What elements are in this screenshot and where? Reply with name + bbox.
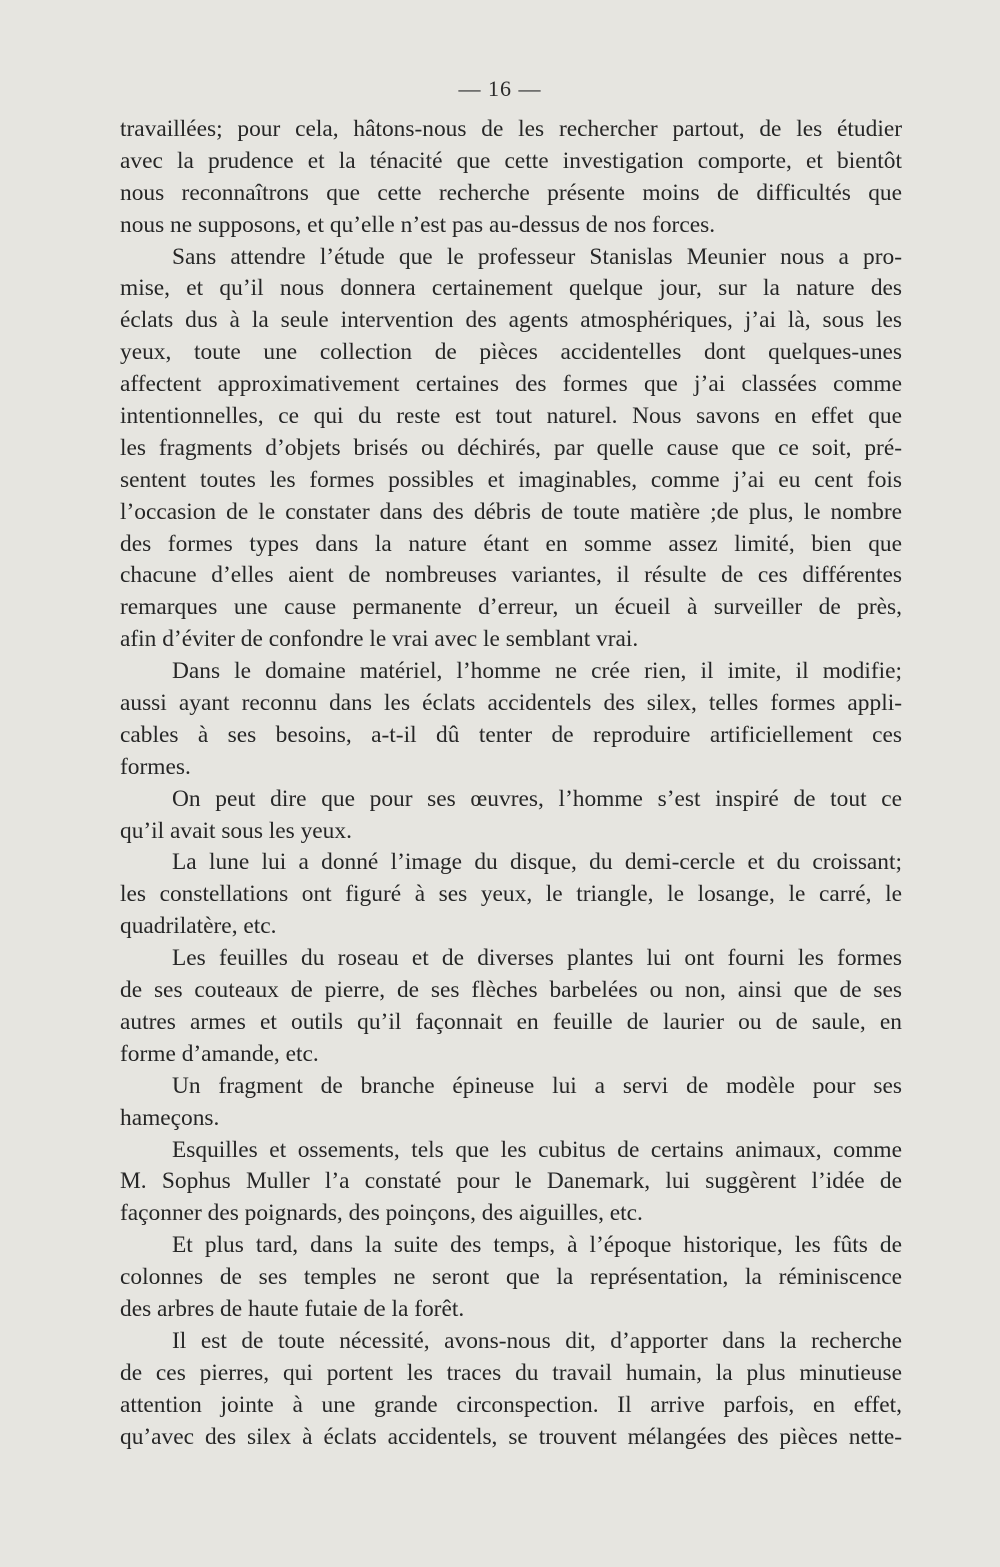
text-line: travaillées; pour cela, hâtons-nous de les rechercher partout, de les étudier: [120, 116, 902, 142]
text-line: Les feuilles du roseau et de diverses plantes lui ont fourni les formes: [172, 945, 902, 972]
text-line: La lune lui a donné l’image du disque, du demi-cercle et du croissant;: [172, 849, 902, 876]
text-line: éclats dus à la seule intervention des agents atmosphériques, j’ai là, sous les: [120, 307, 902, 334]
text-line: nous ne supposons, et qu’elle n’est pas au-dessus de nos forces.: [120, 211, 716, 238]
text-line: sentent toutes les formes possibles et imaginables, comme j’ai eu cent fois: [120, 466, 902, 493]
paragraph: [120, 1071, 902, 1135]
text-line: qu’il avait sous les yeux.: [120, 817, 352, 844]
paragraph: [120, 943, 902, 1071]
text-line: Un fragment de branche épineuse lui a servi de modèle pour ses: [172, 1072, 902, 1099]
text-line: M. Sophus Muller l’a constaté pour le Danemark, lui suggèrent l’idée de: [120, 1168, 902, 1195]
text-line: formes.: [120, 753, 191, 780]
text-line: Et plus tard, dans la suite des temps, à l’époque historique, les fûts de: [172, 1232, 902, 1259]
paragraph: [120, 1135, 902, 1231]
paragraph: [120, 1230, 902, 1326]
paragraph: [120, 784, 902, 848]
text-line: affectent approximativement certaines des formes que j’ai classées comme: [120, 371, 902, 398]
text-line: yeux, toute une collection de pièces accidentelles dont quelques-unes: [120, 339, 902, 366]
text-line: On peut dire que pour ses œuvres, l’homme s’est inspiré de tout ce: [172, 785, 902, 812]
text-line: afin d’éviter de confondre le vrai avec le semblant vrai.: [120, 626, 639, 653]
text-line: Esquilles et ossements, tels que les cubitus de certains animaux, comme: [172, 1136, 902, 1163]
text-line: remarques une cause permanente d’erreur, un écueil à surveiller de près,: [120, 594, 902, 621]
text-line: l’occasion de le constater dans des débris de toute matière ;de plus, le nombre: [120, 498, 902, 525]
text-line: cables à ses besoins, a-t-il dû tenter de reproduire artificiellement ces: [120, 721, 902, 748]
text-line: nous reconnaîtrons que cette recherche présente moins de difficultés que: [120, 179, 902, 206]
text-line: forme d’amande, etc.: [120, 1040, 319, 1067]
paragraph: [120, 114, 902, 242]
text-line: hameçons.: [120, 1104, 220, 1131]
body-text: [120, 114, 902, 1453]
paragraph: [120, 847, 902, 943]
text-line: façonner des poignards, des poinçons, des aiguilles, etc.: [120, 1200, 643, 1227]
text-line: Sans attendre l’étude que le professeur Stanislas Meunier nous a pro-: [172, 243, 902, 270]
text-line: colonnes de ses temples ne seront que la représentation, la réminiscence: [120, 1264, 902, 1291]
text-line: aussi ayant reconnu dans les éclats accidentels des silex, telles formes appli-: [120, 690, 902, 717]
text-line: chacune d’elles aient de nombreuses variantes, il résulte de ces différentes: [120, 562, 902, 589]
text-line: avec la prudence et la ténacité que cette investigation comporte, et bientôt: [120, 147, 902, 174]
text-line: autres armes et outils qu’il façonnait en feuille de laurier ou de saule, en: [120, 1008, 902, 1035]
text-line: Dans le domaine matériel, l’homme ne crée rien, il imite, il modifie;: [172, 658, 902, 685]
text-line: attention jointe à une grande circonspection. Il arrive parfois, en effet,: [120, 1391, 902, 1418]
text-line: mise, et qu’il nous donnera certainement quelque jour, sur la nature des: [120, 275, 902, 302]
text-line: de ses couteaux de pierre, de ses flèches barbelées ou non, ainsi que de ses: [120, 977, 902, 1004]
text-line: des formes types dans la nature étant en somme assez limité, bien que: [120, 530, 902, 557]
text-line: des arbres de haute futaie de la forêt.: [120, 1295, 465, 1322]
text-line: les fragments d’objets brisés ou déchirés, par quelle cause que ce soit, pré-: [120, 434, 902, 461]
text-line: qu’avec des silex à éclats accidentels, se trouvent mélangées des pièces nette-: [120, 1423, 902, 1450]
paragraph: [120, 1326, 902, 1454]
text-line: les constellations ont figuré à ses yeux, le triangle, le losange, le carré, le: [120, 881, 902, 908]
paragraph: [120, 242, 902, 657]
page-number: — 16 —: [458, 76, 542, 101]
text-line: quadrilatère, etc.: [120, 913, 277, 940]
text-line: de ces pierres, qui portent les traces du travail humain, la plus minutieuse: [120, 1359, 902, 1386]
text-line: Il est de toute nécessité, avons-nous dit, d’apporter dans la recherche: [172, 1327, 902, 1354]
paragraph: [120, 656, 902, 784]
text-line: intentionnelles, ce qui du reste est tout naturel. Nous savons en effet que: [120, 403, 902, 430]
